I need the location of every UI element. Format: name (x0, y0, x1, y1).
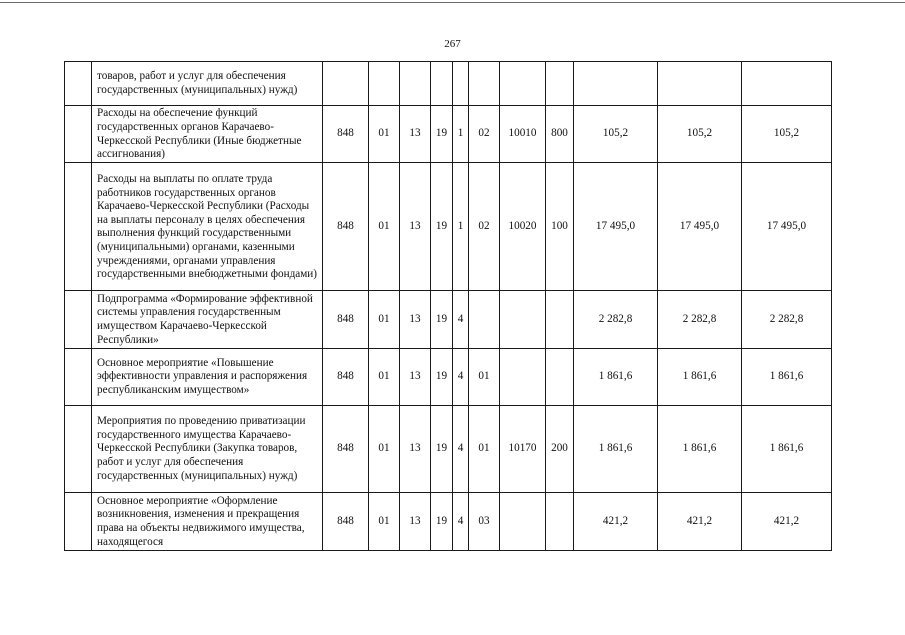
event-code-cell: 03 (469, 492, 500, 550)
ved-code-cell: 848 (323, 492, 369, 550)
amount-year3-cell: 2 282,8 (742, 291, 832, 348)
table-row (65, 405, 832, 492)
row-number-cell (65, 405, 92, 492)
program-code-cell: 19 (431, 163, 453, 291)
subsection-code-cell: 13 (400, 492, 431, 550)
row-name-cell: Мероприятия по проведению приватизации государственного имущества Карачаево-Черкесской Республики (Закупка товаров, работ и услуг для обеспечения государственных (муниципальных) нужд) (92, 405, 323, 492)
page-number: 267 (444, 38, 461, 50)
section-code-cell: 01 (369, 291, 400, 348)
scan-edge (0, 2, 905, 3)
subsection-code-cell: 13 (400, 291, 431, 348)
amount-year2-cell: 105,2 (658, 106, 742, 163)
section-code-cell (369, 62, 400, 106)
amount-year2-cell (658, 62, 742, 106)
direction-code-cell: 10010 (500, 106, 546, 163)
amount-year3-cell: 1 861,6 (742, 405, 832, 492)
expense-type-cell (546, 348, 574, 405)
amount-year1-cell: 105,2 (574, 106, 658, 163)
section-code-cell: 01 (369, 492, 400, 550)
row-name-cell: Расходы на выплаты по оплате труда работников государственных органов Карачаево-Черкесской Республики (Расходы на выплаты персоналу в целях обеспечения выполнения функций государственными (муниципальными) органами, казенными учреждениями, органами управления государственными внебюджетными фондами) (92, 163, 323, 291)
direction-code-cell (500, 291, 546, 348)
expense-type-cell (546, 291, 574, 348)
program-code-cell: 19 (431, 405, 453, 492)
direction-code-cell: 10170 (500, 405, 546, 492)
table-row (65, 163, 832, 291)
row-number-cell (65, 106, 92, 163)
amount-year2-cell: 421,2 (658, 492, 742, 550)
direction-code-cell (500, 348, 546, 405)
row-number-cell (65, 492, 92, 550)
table-row (65, 291, 832, 348)
event-code-cell (469, 62, 500, 106)
direction-code-cell: 10020 (500, 163, 546, 291)
row-number-cell (65, 163, 92, 291)
amount-year2-cell: 17 495,0 (658, 163, 742, 291)
expense-type-cell (546, 62, 574, 106)
table-row (65, 492, 832, 550)
subprogram-code-cell: 4 (453, 348, 469, 405)
row-number-cell (65, 348, 92, 405)
amount-year1-cell: 17 495,0 (574, 163, 658, 291)
subsection-code-cell: 13 (400, 405, 431, 492)
subprogram-code-cell: 1 (453, 106, 469, 163)
subprogram-code-cell (453, 62, 469, 106)
ved-code-cell: 848 (323, 348, 369, 405)
program-code-cell: 19 (431, 492, 453, 550)
amount-year3-cell: 1 861,6 (742, 348, 832, 405)
direction-code-cell (500, 62, 546, 106)
row-name-cell: товаров, работ и услуг для обеспечения государственных (муниципальных) нужд) (92, 62, 323, 106)
subprogram-code-cell: 4 (453, 291, 469, 348)
table-row (65, 106, 832, 163)
ved-code-cell: 848 (323, 106, 369, 163)
ved-code-cell: 848 (323, 291, 369, 348)
expense-type-cell: 100 (546, 163, 574, 291)
event-code-cell: 02 (469, 106, 500, 163)
table-row (65, 62, 832, 106)
row-name-cell: Основное мероприятие «Повышение эффективности управления и распоряжения республиканским имуществом» (92, 348, 323, 405)
row-number-cell (65, 291, 92, 348)
expense-type-cell: 200 (546, 405, 574, 492)
ved-code-cell: 848 (323, 163, 369, 291)
ved-code-cell: 848 (323, 405, 369, 492)
program-code-cell: 19 (431, 291, 453, 348)
subsection-code-cell: 13 (400, 348, 431, 405)
amount-year1-cell: 2 282,8 (574, 291, 658, 348)
budget-table (64, 61, 832, 551)
row-name-cell: Подпрограмма «Формирование эффективной системы управления государственным имуществом Карачаево-Черкесской Республики» (92, 291, 323, 348)
section-code-cell: 01 (369, 163, 400, 291)
table-row (65, 348, 832, 405)
amount-year3-cell (742, 62, 832, 106)
subsection-code-cell: 13 (400, 163, 431, 291)
section-code-cell: 01 (369, 106, 400, 163)
event-code-cell: 02 (469, 163, 500, 291)
subprogram-code-cell: 4 (453, 492, 469, 550)
subsection-code-cell: 13 (400, 106, 431, 163)
row-name-cell: Расходы на обеспечение функций государственных органов Карачаево-Черкесской Республики (Иные бюджетные ассигнования) (92, 106, 323, 163)
event-code-cell: 01 (469, 348, 500, 405)
amount-year2-cell: 2 282,8 (658, 291, 742, 348)
amount-year2-cell: 1 861,6 (658, 405, 742, 492)
ved-code-cell (323, 62, 369, 106)
subprogram-code-cell: 1 (453, 163, 469, 291)
row-name-cell: Основное мероприятие «Оформление возникновения, изменения и прекращения права на объекты недвижимого имущества, находящегося (92, 492, 323, 550)
expense-type-cell (546, 492, 574, 550)
subsection-code-cell (400, 62, 431, 106)
row-number-cell (65, 62, 92, 106)
section-code-cell: 01 (369, 405, 400, 492)
amount-year2-cell: 1 861,6 (658, 348, 742, 405)
expense-type-cell: 800 (546, 106, 574, 163)
amount-year1-cell (574, 62, 658, 106)
amount-year3-cell: 421,2 (742, 492, 832, 550)
program-code-cell (431, 62, 453, 106)
amount-year3-cell: 105,2 (742, 106, 832, 163)
amount-year1-cell: 1 861,6 (574, 348, 658, 405)
program-code-cell: 19 (431, 106, 453, 163)
amount-year3-cell: 17 495,0 (742, 163, 832, 291)
direction-code-cell (500, 492, 546, 550)
event-code-cell (469, 291, 500, 348)
amount-year1-cell: 421,2 (574, 492, 658, 550)
program-code-cell: 19 (431, 348, 453, 405)
amount-year1-cell: 1 861,6 (574, 405, 658, 492)
event-code-cell: 01 (469, 405, 500, 492)
subprogram-code-cell: 4 (453, 405, 469, 492)
section-code-cell: 01 (369, 348, 400, 405)
